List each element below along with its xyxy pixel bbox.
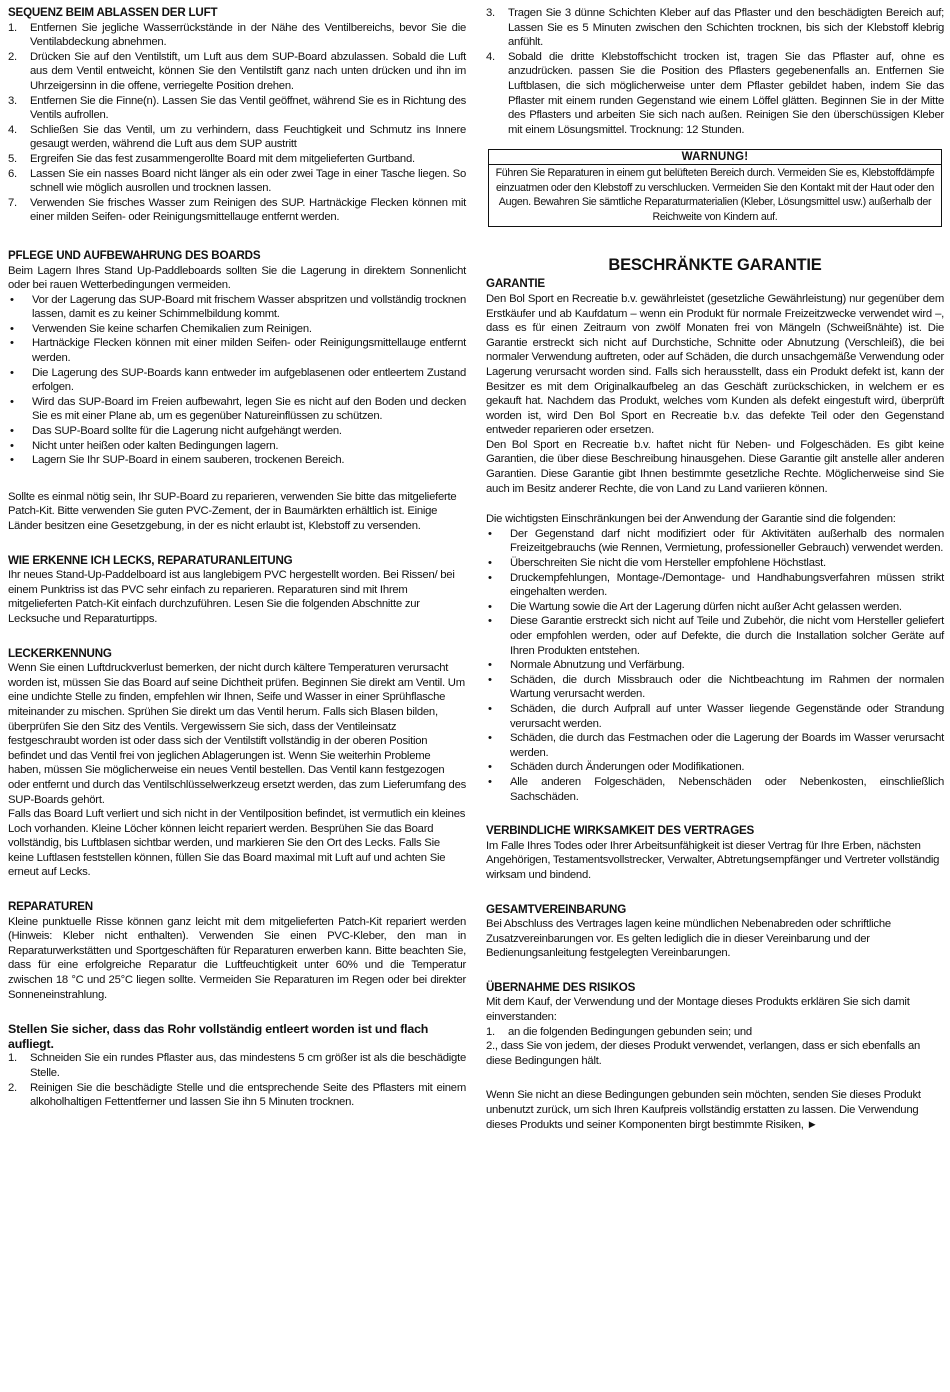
repair-kit-paragraph: Sollte es einmal nötig sein, Ihr SUP-Board zu reparieren, verwenden Sie bitte das mitgelieferte Patch-Kit. Bitte verwenden Sie guten PVC-Zement, der in Baumärkten erhältlich ist. Einige Länder besitzen eine Gesetzgebung, in der es nicht erlaubt ist, Klebstoff zu versenden. (8, 490, 457, 532)
warning-box (488, 149, 942, 227)
list-item: • Lagern Sie Ihr SUP-Board in einem sauberen, trockenen Bereich. (10, 454, 345, 467)
list-item: • Das SUP-Board sollte für die Lagerung nicht aufgehängt werden. (10, 425, 342, 438)
section-heading-binding-effect: VERBINDLICHE WIRKSAMKEIT DES VERTRAGES (486, 824, 755, 838)
list-item: • Verwenden Sie keine scharfen Chemikalien zum Reinigen. (10, 322, 312, 335)
list-item: • Die Lagerung des SUP-Boards kann entweder im aufgeblasenen oder entleertem Zustand erfolgen. (10, 366, 466, 394)
section-heading-repairs: REPARATUREN (8, 900, 93, 914)
section-heading-leaks: WIE ERKENNE ICH LECKS, REPARATURANLEITUNG (8, 553, 293, 567)
list-item: 5. Ergreifen Sie das fest zusammengerollte Board mit dem mitgelieferten Gurtband. (8, 152, 415, 165)
list-item: • Hartnäckige Flecken können mit einer milden Seifen- oder Reinigungsmittellauge entfernt werden. (10, 337, 466, 365)
section-heading-warranty: GARANTIE (486, 277, 545, 291)
warning-body: Führen Sie Reparaturen in einem gut belüfteten Bereich durch. Vermeiden Sie es, Klebstoffdämpfe einzuatmen oder den Klebstoff zu verschlucken. Vermeiden Sie den Kontakt mit der Haut oder den Augen. Bewahren Sie sämtliche Reparaturmaterialien (Kleber, Lösungsmittel usw.) außerhalb der Reichweite von Kindern auf. (495, 167, 935, 223)
list-item: 3. Tragen Sie 3 dünne Schichten Kleber auf das Pflaster und den beschädigten Bereich auf; Lassen Sie es 5 Minuten zwischen den Schichten trocknen, bis sich der Klebstoff klebrig anfühlt. (486, 7, 944, 49)
repairs-paragraph: Kleine punktuelle Risse können ganz leicht mit dem mitgelieferten Patch-Kit repariert werden (Hinweis: Kleber nicht enthalten). Verwenden Sie einen PVC-Kleber, den man in Reparaturwerkstätten und Sportgeschäften für Reparaturen erwerben kann. Bitte beachten Sie, dass für eine erfolgreiche Reparatur die Luftfeuchtigkeit unter 60% und die Temperatur zwischen 18 °C und 25°C liegen sollte. Vermeiden Sie Reparaturen im Regen oder bei direkter Sonneneinstrahlung. (8, 915, 466, 1001)
warranty-p1: Den Bol Sport en Recreatie b.v. gewährleistet (gesetzliche Gewährleistung) nur gegenüber dem Erstkäufer und ab Kaufdatum – wenn ein Produkt für normale Freizeitzwecke verwendet wird –, dass es für einen Zeitraum von zwölf Monaten frei von Mängeln (Schweißnähte) ist. Die Garantie erstreckt sich nicht auf Durchstiche, Schnitte oder Abnutzung (Verschleiß), die bei normaler Verwendung auftreten, oder auf Schäden, die durch unsachgemäße Verwendung oder Lagerung verursacht worden sind. Falls sich herausstellt, dass ein Produkt defekt ist, kann der Besitzer es mit dem Originalkaufbeleg an das Geschäft zurückschicken, in welchem er es gekauft hat. Nachdem das Produkt, welches vom Kunden als defekt eingestuft wird, überprüft worden ist, wird Den Bol Sport en Recreatie b.v. das defekte Teil oder den Gegenstand entweder reparieren oder ersetzen. (486, 292, 944, 437)
section-heading-leak-detection: LECKERKENNUNG (8, 646, 112, 660)
list-item: 1. an die folgenden Bedingungen gebunden sein; und (486, 1025, 752, 1038)
repair-steps (8, 1051, 466, 1109)
page-title-limited-warranty: BESCHRÄNKTE GARANTIE (608, 256, 822, 275)
entire-agreement-paragraph: Bei Abschluss des Vertrages lagen keine mündlichen Nebenabreden oder schriftliche Zusatzvereinbarungen vor. Es gelten lediglich die in dieser Vereinbarung und der Bedienungsanleitung festgelegten Vereinbarungen. (486, 918, 891, 960)
section-heading-tube-empty: Stellen Sie sicher, dass das Rohr vollständig entleert worden ist und flach aufliegt. (8, 1022, 429, 1051)
leak-detection-p2: Falls das Board Luft verliert und sich nicht in der Ventilposition befindet, ist vermutlich ein kleines Loch vorhanden. Kleine Löcher können leicht repariert werden. Besprühen Sie das Board vollständig, bis Luftblasen sichtbar werden, und markieren Sie den Ort des Lecks. Falls Sie keine Luftlasen feststellen können, füllen Sie das Board maximal mit Luft auf und achten Sie erneut auf Lecks. (8, 808, 466, 879)
leaks-paragraph: Ihr neues Stand-Up-Paddelboard ist aus langlebigem PVC hergestellt worden. Bei Rissen/ bei einem Punktriss ist das PVC sehr einfach zu reparieren. Reparaturen sind mit Ihrem mitgelieferten Patch-Kit einfach durchzuführen. Lesen Sie die folgenden Abschnitte zur Lecksuche und Reparaturtipps. (8, 569, 455, 625)
left-column (8, 6, 466, 1110)
warranty-bullets (486, 527, 944, 804)
repair-steps-continued (486, 6, 944, 137)
deflation-steps (8, 21, 466, 225)
risk-item-2: 2., dass Sie von jedem, der dieses Produkt verwendet, verlangen, dass er sich ebenfalls an diese Bedingungen hält. (486, 1040, 921, 1067)
leak-detection-p1: Wenn Sie einen Luftdruckverlust bemerken, der nicht durch kältere Temperaturen verursacht worden ist, müssen Sie das Board auf seine Dichtheit prüfen. Beginnen Sie direkt am Ventil. Um eine undichte Stelle zu finden, empfehlen wir Ihnen, Seife und Wasser in einer Sprühflasche miteinander zu mischen. Sprühen Sie direkt um das Ventil herum. Falls sich Blasen bilden, überprüfen Sie den Sitz des Ventils. Vergewissern Sie sich, dass der Ventileinsatz festgeschraubt worden ist oder dass sich der Ventilstift vollständig in der oberen Position befindet und das Ventil frei von jeglichen Ablagerungen ist. Wenn Sie weiterhin Probleme haben, müssen Sie möglicherweise ein neues Ventil bestellen. Das Ventil kann festgezogen oder entfernt und durch das Ventilschlüsselwerkzeug ersetzt werden, das zum Lieferumfang des SUP-Boards gehört. (8, 662, 467, 806)
list-item: 3. Entfernen Sie die Finne(n). Lassen Sie das Ventil geöffnet, während Sie es in Richtung des Ventils aufrollen. (8, 94, 466, 122)
section-heading-care: PFLEGE UND AUFBEWAHRUNG DES BOARDS (8, 248, 261, 262)
list-item: • Schäden, die durch das Festmachen oder die Lagerung der Boards im Wasser verursacht werden. (488, 732, 944, 759)
right-column (486, 6, 944, 1132)
list-item: • Die Wartung sowie die Art der Lagerung dürfen nicht außer Acht gelassen werden. (488, 600, 902, 613)
list-item: • Schäden, die durch Aufprall auf unter Wasser liegende Gegenstände oder Strandung verursacht werden. (488, 702, 944, 730)
assumption-of-risk-paragraph: Mit dem Kauf, der Verwendung und der Montage dieses Produkts erklären Sie sich damit einverstanden: (486, 996, 910, 1024)
list-item: • Vor der Lagerung das SUP-Board mit frischem Wasser abspritzen und vollständig trocknen lassen, damit es zu keiner Schimmelbildung kommt. (10, 293, 466, 321)
list-item: 4. Sobald die dritte Klebstoffschicht trocken ist, tragen Sie das Pflaster auf, ohne es anzudrücken. passen Sie die Position des Pflasters gegebenenfalls an. Entfernen Sie Luftblasen, die sich möglicherweise unter dem Pflaster gebildet haben, indem Sie das Pflaster mit einem runden Gegenstand wie einem Löffel glätten. Beginnen Sie in der Mitte des Pflasters und arbeiten Sie sich nach außen. Reinigen Sie den überschüssigen Kleber mit einem Lösungsmittel. Trocknung: 12 Stunden. (486, 50, 944, 136)
list-item: 7. Verwenden Sie frisches Wasser zum Reinigen des SUP. Hartnäckige Flecken können mit einer milden Seifen- oder Reinigungsmittellauge entfernt werden. (8, 196, 466, 224)
list-item: 2. Drücken Sie auf den Ventilstift, um Luft aus dem SUP-Board abzulassen. Sobald die Luft aus dem Ventil entweicht, können Sie den Ventilstift ganz nach unten drücken und ihn im Uhrzeigersinn in die offene, verriegelte Position drehen. (8, 50, 466, 92)
list-item: • Diese Garantie erstreckt sich nicht auf Teile und Zubehör, die nicht vom Hersteller geliefert oder empfohlen werden, oder auf Defekte, die durch die Installation solcher Geräte auf Ihren Produkten entstehen. (488, 615, 944, 657)
warning-title: WARNUNG! (489, 150, 941, 165)
list-item: • Überschreiten Sie nicht die vom Hersteller empfohlene Höchstlast. (488, 557, 826, 570)
list-item: • Nicht unter heißen oder kalten Bedingungen lagern. (10, 439, 279, 452)
list-item: • Wird das SUP-Board im Freien aufbewahrt, legen Sie es nicht auf den Boden und decken Sie es mit einer Plane ab, um es gegenüber Natureinflüssen zu schützen. (10, 395, 466, 423)
list-item: 6. Lassen Sie ein nasses Board nicht länger als ein oder zwei Tage in einer Tasche liegen. So schnell wie möglich ausrollen und trocknen lassen. (8, 167, 466, 195)
list-item: • Alle anderen Folgeschäden, Nebenschäden oder Nebenkosten, einschließlich Sachschäden. (488, 775, 944, 803)
return-paragraph: Wenn Sie nicht an diese Bedingungen gebunden sein möchten, senden Sie dieses Produkt unbenutzt zurück, um sich Ihren Kaufpreis vollständig erstatten zu lassen. Die Verwendung dieses Produkts und seiner Komponenten birgt bestimmte Risiken, ► (486, 1089, 921, 1131)
section-heading-deflation: SEQUENZ BEIM ABLASSEN DER LUFT (8, 6, 218, 19)
care-intro: Beim Lagern Ihres Stand Up-Paddleboards sollten Sie die Lagerung in direktem Sonnenlicht oder bei rauen Wetterbedingungen vermeiden. (8, 264, 466, 292)
list-item: • Schäden, die durch Missbrauch oder die Nichtbeachtung im Rahmen der normalen Wartung verursacht werden. (488, 673, 944, 701)
binding-effect-paragraph: Im Falle Ihres Todes oder Ihrer Arbeitsunfähigkeit ist dieser Vertrag für Ihre Erben, nächsten Angehörigen, Testamentsvollstrecker, Verwalter, Abtretungsempfänger und Vertreter vollständig wirksam und bindend. (486, 839, 940, 881)
warranty-p3: Die wichtigsten Einschränkungen bei der Anwendung der Garantie sind die folgenden: (486, 513, 896, 526)
section-heading-assumption-of-risk: ÜBERNAHME DES RISIKOS (486, 980, 636, 994)
list-item: 4. Schließen Sie das Ventil, um zu verhindern, dass Feuchtigkeit und Schmutz ins Innere gesaugt werden, während die Luft aus dem SUP austritt (8, 123, 466, 151)
list-item: 1. Schneiden Sie ein rundes Pflaster aus, das mindestens 5 cm größer ist als die beschädigte Stelle. (8, 1052, 466, 1079)
care-bullets (8, 293, 466, 468)
warranty-p2: Den Bol Sport en Recreatie b.v. haftet nicht für Neben- und Folgeschäden. Es gibt keine Garantien, die über diese Beschreibung hinausgehen. Diese Garantie gilt anstelle aller anderen Garantien. Diese Garantie gibt Ihnen bestimmte gesetzliche Rechte. Möglicherweise sind Sie auch im Besitz anderer Rechte, die von Land zu Land variieren können. (486, 438, 944, 495)
list-item: • Druckempfehlungen, Montage-/Demontage- und Handhabungsverfahren müssen strikt eingehalten werden. (488, 571, 944, 599)
list-item: • Schäden durch Änderungen oder Modifikationen. (488, 761, 745, 774)
list-item: 1. Entfernen Sie jegliche Wasserrückstände in der Nähe des Ventilbereichs, bevor Sie die Ventilabdeckung abnehmen. (8, 21, 466, 49)
list-item: • Der Gegenstand darf nicht modifiziert oder für Aktivitäten außerhalb des normalen Freizeitgebrauchs (wie Rennen, Vermietung, professioneller Gebrauch) verwendet werden. (488, 527, 944, 555)
section-heading-entire-agreement: GESAMTVEREINBARUNG (486, 902, 627, 916)
list-item: • Normale Abnutzung und Verfärbung. (488, 659, 685, 672)
list-item: 2. Reinigen Sie die beschädigte Stelle und die entsprechende Seite des Pflasters mit einem alkoholhaltigen Fettentferner und lassen Sie ihn 5 Minuten trocknen. (8, 1081, 466, 1109)
